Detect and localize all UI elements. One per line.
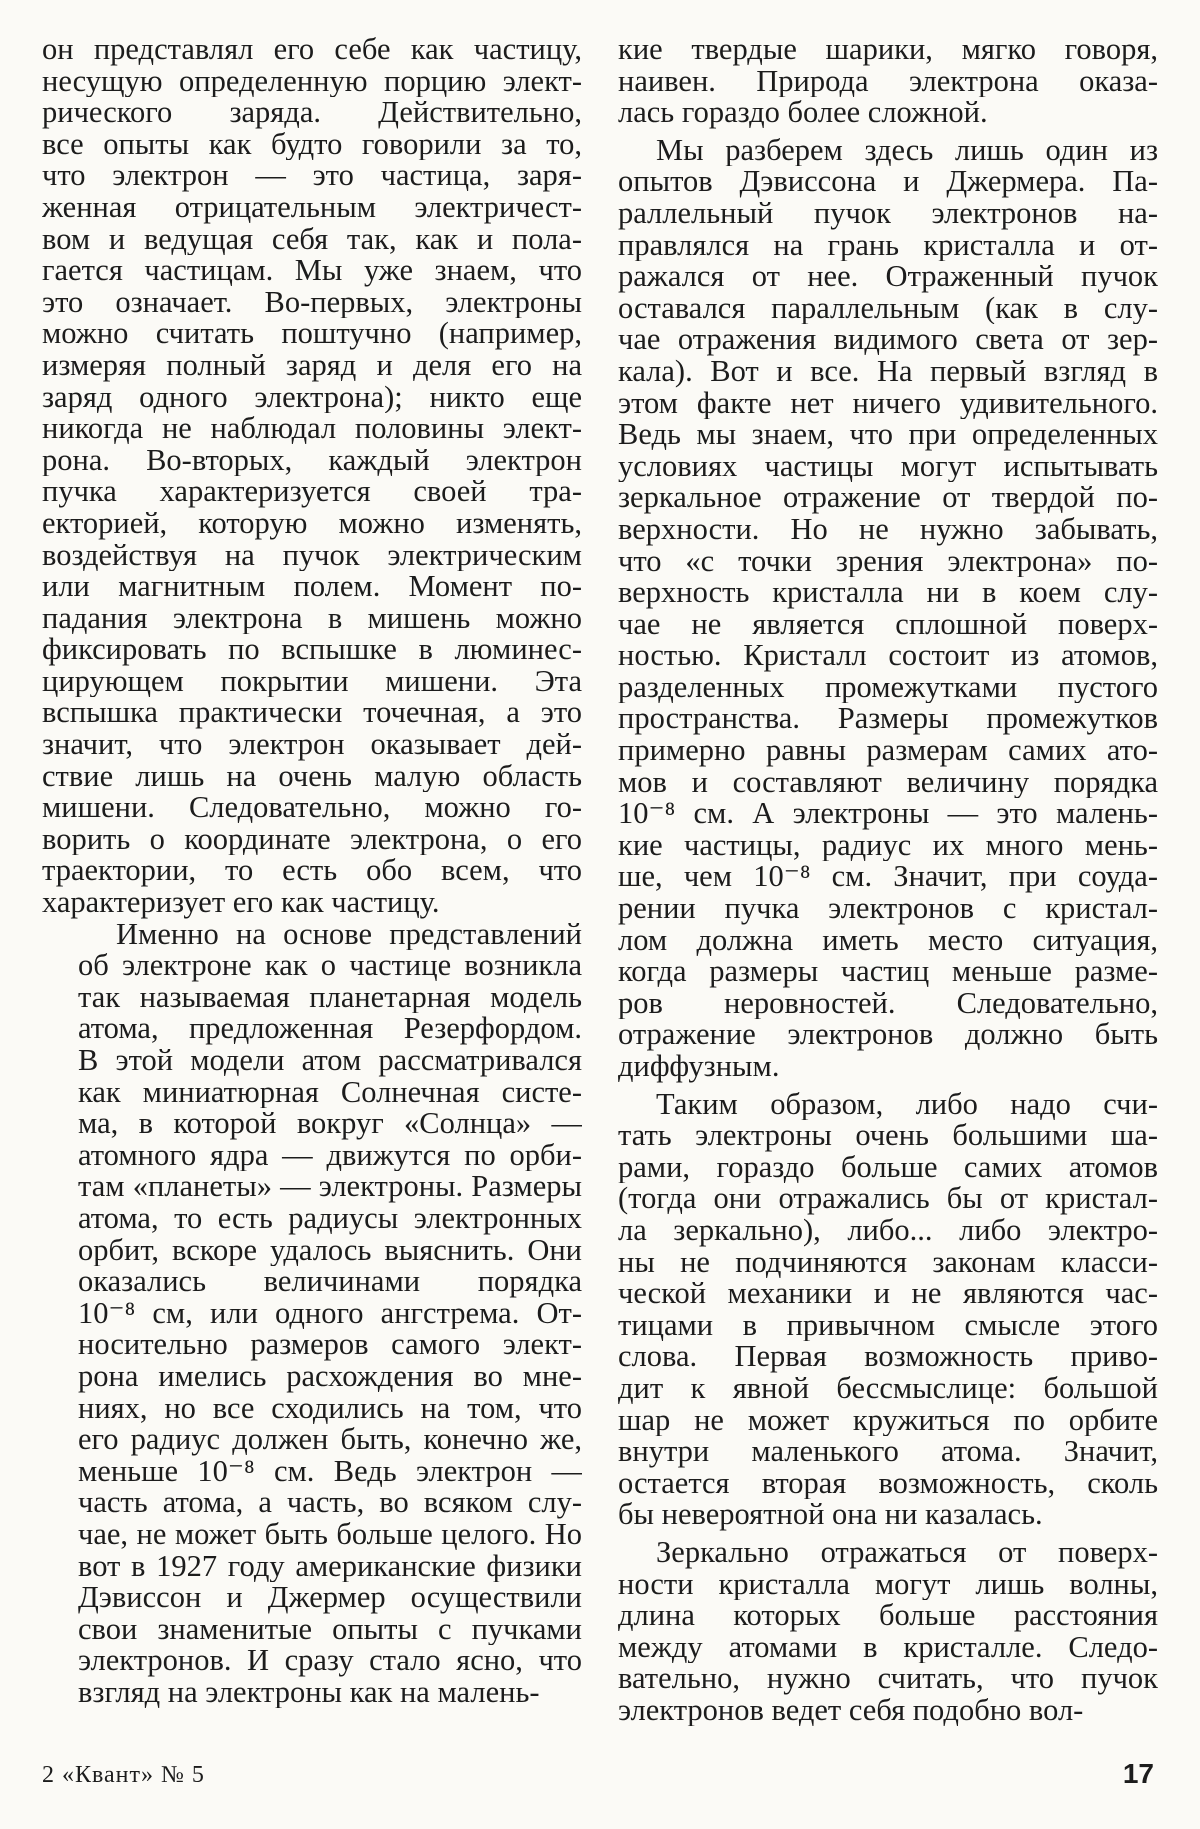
text-line: Зеркально отражаться от поверх- bbox=[656, 1536, 1158, 1569]
paragraph bbox=[42, 919, 582, 1709]
text-line: так называемая планетарная модель bbox=[78, 981, 582, 1014]
text-line: характеризует его как частицу. bbox=[42, 887, 440, 919]
text-line: ностью. Кристалл состоит из атомов, bbox=[618, 640, 1158, 672]
text-line: взгляд на электроны как на малень- bbox=[78, 1676, 540, 1709]
text-line: ниях, но все сходились на том, что bbox=[78, 1392, 582, 1425]
text-line: когда размеры частиц меньше разме- bbox=[618, 956, 1158, 988]
text-line: чае, не может быть больше целого. Но bbox=[78, 1518, 582, 1551]
text-line: падания электрона в мишень можно bbox=[42, 602, 582, 635]
text-line: рами, гораздо больше самих атомов bbox=[618, 1151, 1158, 1184]
text-line: оказались величинами порядка bbox=[78, 1266, 582, 1298]
text-line: атомного ядра — движутся по орби- bbox=[78, 1139, 582, 1172]
text-line: носительно размеров самого элект- bbox=[78, 1329, 582, 1361]
text-line: Таким образом, либо надо счи- bbox=[656, 1088, 1158, 1121]
text-line: Именно на основе представлений bbox=[116, 918, 582, 951]
text-line: измеряя полный заряд и деля его на bbox=[42, 349, 582, 382]
right-column bbox=[618, 34, 1158, 1726]
text-line: дит к явной бессмыслице: большой bbox=[618, 1372, 1158, 1405]
page-number: 17 bbox=[1122, 1758, 1154, 1789]
text-line: траектории, то есть обо всем, что bbox=[42, 855, 582, 888]
text-line: екторией, которую можно изменять, bbox=[42, 507, 582, 540]
text-line: электронов ведет себя подобно вол- bbox=[618, 1694, 1084, 1727]
text-line: правлялся на грань кристалла и от- bbox=[618, 229, 1158, 262]
text-line: ны не подчиняются законам класси- bbox=[618, 1246, 1158, 1279]
text-line: Ведь мы знаем, что при определенных bbox=[618, 419, 1158, 451]
text-line: электронов. И сразу стало ясно, что bbox=[78, 1645, 582, 1677]
text-line: слова. Первая возможность приво- bbox=[618, 1341, 1158, 1373]
text-line: вом и ведущая себя так, как и пола- bbox=[42, 223, 582, 256]
text-line: тать электроны очень большими ша- bbox=[618, 1120, 1158, 1152]
text-line: атома, предложенная Резерфордом. bbox=[78, 1013, 582, 1045]
text-line: вспышка практически точечная, а это bbox=[42, 697, 582, 730]
text-line: условиях частицы могут испытывать bbox=[618, 450, 1158, 483]
text-line: кие твердые шарики, мягко говоря, bbox=[618, 34, 1158, 66]
text-line: тицами в привычном смысле этого bbox=[618, 1309, 1158, 1342]
text-line: Дэвиссон и Джермер осуществили bbox=[78, 1582, 582, 1614]
text-line: орбит, вскоре удалось выяснить. Они bbox=[78, 1234, 582, 1267]
paragraph bbox=[618, 1089, 1158, 1531]
text-line: опытов Дэвиссона и Джермера. Па- bbox=[618, 166, 1158, 198]
text-line: значит, что электрон оказывает дей- bbox=[42, 729, 582, 761]
text-line: примерно равны размерам самих ато- bbox=[618, 735, 1158, 767]
text-line: атома, то есть радиусы электронных bbox=[78, 1202, 582, 1235]
text-line: воздействуя на пучок электрическим bbox=[42, 539, 582, 572]
text-line: мов и составляют величину порядка bbox=[618, 766, 1158, 799]
text-line: рона имелись расхождения во мне- bbox=[78, 1360, 582, 1393]
text-line: свои знаменитые опыты с пучками bbox=[78, 1613, 582, 1646]
left-column bbox=[42, 34, 582, 1708]
text-line: В этой модели атом рассматривался bbox=[78, 1045, 582, 1077]
text-line: его радиус должен быть, конечно же, bbox=[78, 1424, 582, 1456]
text-line: лом должна иметь место ситуация, bbox=[618, 924, 1158, 957]
text-line: верхности. Но не нужно забывать, bbox=[618, 513, 1158, 546]
text-line: наивен. Природа электрона оказа- bbox=[618, 65, 1158, 98]
text-line: пучка характеризуется своей тра- bbox=[42, 476, 582, 508]
text-line: зеркальное отражение от твердой по- bbox=[618, 482, 1158, 514]
text-line: можно считать поштучно (например, bbox=[42, 318, 582, 350]
text-line: фиксировать по вспышке в люминес- bbox=[42, 634, 582, 666]
text-line: этом факте нет ничего удивительного. bbox=[618, 387, 1158, 420]
journal-issue-footer: 2 «Квант» № 5 bbox=[42, 1762, 205, 1788]
text-line: раллельный пучок электронов на- bbox=[618, 197, 1158, 230]
text-line: пространства. Размеры промежутков bbox=[618, 703, 1158, 736]
text-line: вательно, нужно считать, что пучок bbox=[618, 1663, 1158, 1695]
text-line: часть атома, а часть, во всяком слу- bbox=[78, 1487, 582, 1519]
text-line: цирующем покрытии мишени. Эта bbox=[42, 665, 582, 698]
paragraph bbox=[618, 34, 1158, 129]
paragraph bbox=[618, 1537, 1158, 1727]
text-line: об электроне как о частице возникла bbox=[78, 950, 582, 982]
text-line: чае отражения видимого света от зер- bbox=[618, 324, 1158, 356]
text-line: рении пучка электронов с кристал- bbox=[618, 893, 1158, 925]
text-line: все опыты как будто говорили за то, bbox=[42, 128, 582, 161]
text-line: внутри маленького атома. Значит, bbox=[618, 1436, 1158, 1468]
text-line: меньше 10⁻⁸ см. Ведь электрон — bbox=[78, 1455, 582, 1488]
text-line: ла зеркально), либо... либо электро- bbox=[618, 1214, 1158, 1247]
text-line: ражался от нее. Отраженный пучок bbox=[618, 261, 1158, 293]
text-line: гается частицам. Мы уже знаем, что bbox=[42, 255, 582, 287]
text-line: 10⁻⁸ см. А электроны — это малень- bbox=[618, 798, 1158, 830]
text-line: никогда не наблюдал половины элект- bbox=[42, 413, 582, 445]
text-line: ности кристалла могут лишь волны, bbox=[618, 1568, 1158, 1601]
text-line: ворить о координате электрона, о его bbox=[42, 823, 582, 856]
text-line: чае не является сплошной поверх- bbox=[618, 608, 1158, 641]
text-line: бы невероятной она ни казалась. bbox=[618, 1499, 1043, 1531]
text-line: между атомами в кристалле. Следо- bbox=[618, 1631, 1158, 1664]
text-line: шар не может кружиться по орбите bbox=[618, 1404, 1158, 1437]
text-line: ческой механики и не являются час- bbox=[618, 1278, 1158, 1310]
text-line: оставался параллельным (как в слу- bbox=[618, 292, 1158, 325]
text-line: женная отрицательным электричест- bbox=[42, 191, 582, 224]
text-line: мишени. Следовательно, можно го- bbox=[42, 792, 582, 824]
text-line: или магнитным полем. Момент по- bbox=[42, 571, 582, 603]
text-line: что электрон — это частица, заря- bbox=[42, 160, 582, 192]
text-line: как миниатюрная Солнечная систе- bbox=[78, 1076, 582, 1109]
text-line: кие частицы, радиус их много мень- bbox=[618, 829, 1158, 862]
text-line: заряд одного электрона); никто еще bbox=[42, 381, 582, 414]
text-line: диффузным. bbox=[618, 1051, 780, 1083]
text-line: ма, в которой вокруг «Солнца» — bbox=[78, 1108, 582, 1140]
text-line: 10⁻⁸ см, или одного ангстрема. От- bbox=[78, 1297, 582, 1330]
text-line: (тогда они отражались бы от кристал- bbox=[618, 1183, 1158, 1215]
text-line: вот в 1927 году американские физики bbox=[78, 1550, 582, 1583]
text-line: несущую определенную порцию элект- bbox=[42, 65, 582, 98]
text-line: длина которых больше расстояния bbox=[618, 1600, 1158, 1632]
text-line: Мы разберем здесь лишь один из bbox=[656, 134, 1158, 167]
text-line: это означает. Во-первых, электроны bbox=[42, 286, 582, 319]
text-line: ше, чем 10⁻⁸ см. Значит, при соуда- bbox=[618, 861, 1158, 894]
text-line: ров неровностей. Следовательно, bbox=[618, 987, 1158, 1020]
text-line: там «планеты» — электроны. Размеры bbox=[78, 1171, 582, 1203]
paragraph bbox=[618, 135, 1158, 1083]
text-line: отражение электронов должно быть bbox=[618, 1019, 1158, 1051]
text-line: разделенных промежутками пустого bbox=[618, 671, 1158, 704]
text-line: лась гораздо более сложной. bbox=[618, 97, 988, 129]
text-line: ствие лишь на очень малую область bbox=[42, 760, 582, 793]
text-line: остается вторая возможность, сколь bbox=[618, 1467, 1158, 1500]
text-line: он представлял его себе как частицу, bbox=[42, 34, 582, 66]
text-line: что «с точки зрения электрона» по- bbox=[618, 545, 1158, 578]
text-line: верхность кристалла ни в коем слу- bbox=[618, 577, 1158, 609]
text-line: рического заряда. Действительно, bbox=[42, 97, 582, 129]
text-line: кала). Вот и все. На первый взгляд в bbox=[618, 355, 1158, 388]
paragraph bbox=[42, 34, 582, 919]
text-line: рона. Во-вторых, каждый электрон bbox=[42, 444, 582, 477]
